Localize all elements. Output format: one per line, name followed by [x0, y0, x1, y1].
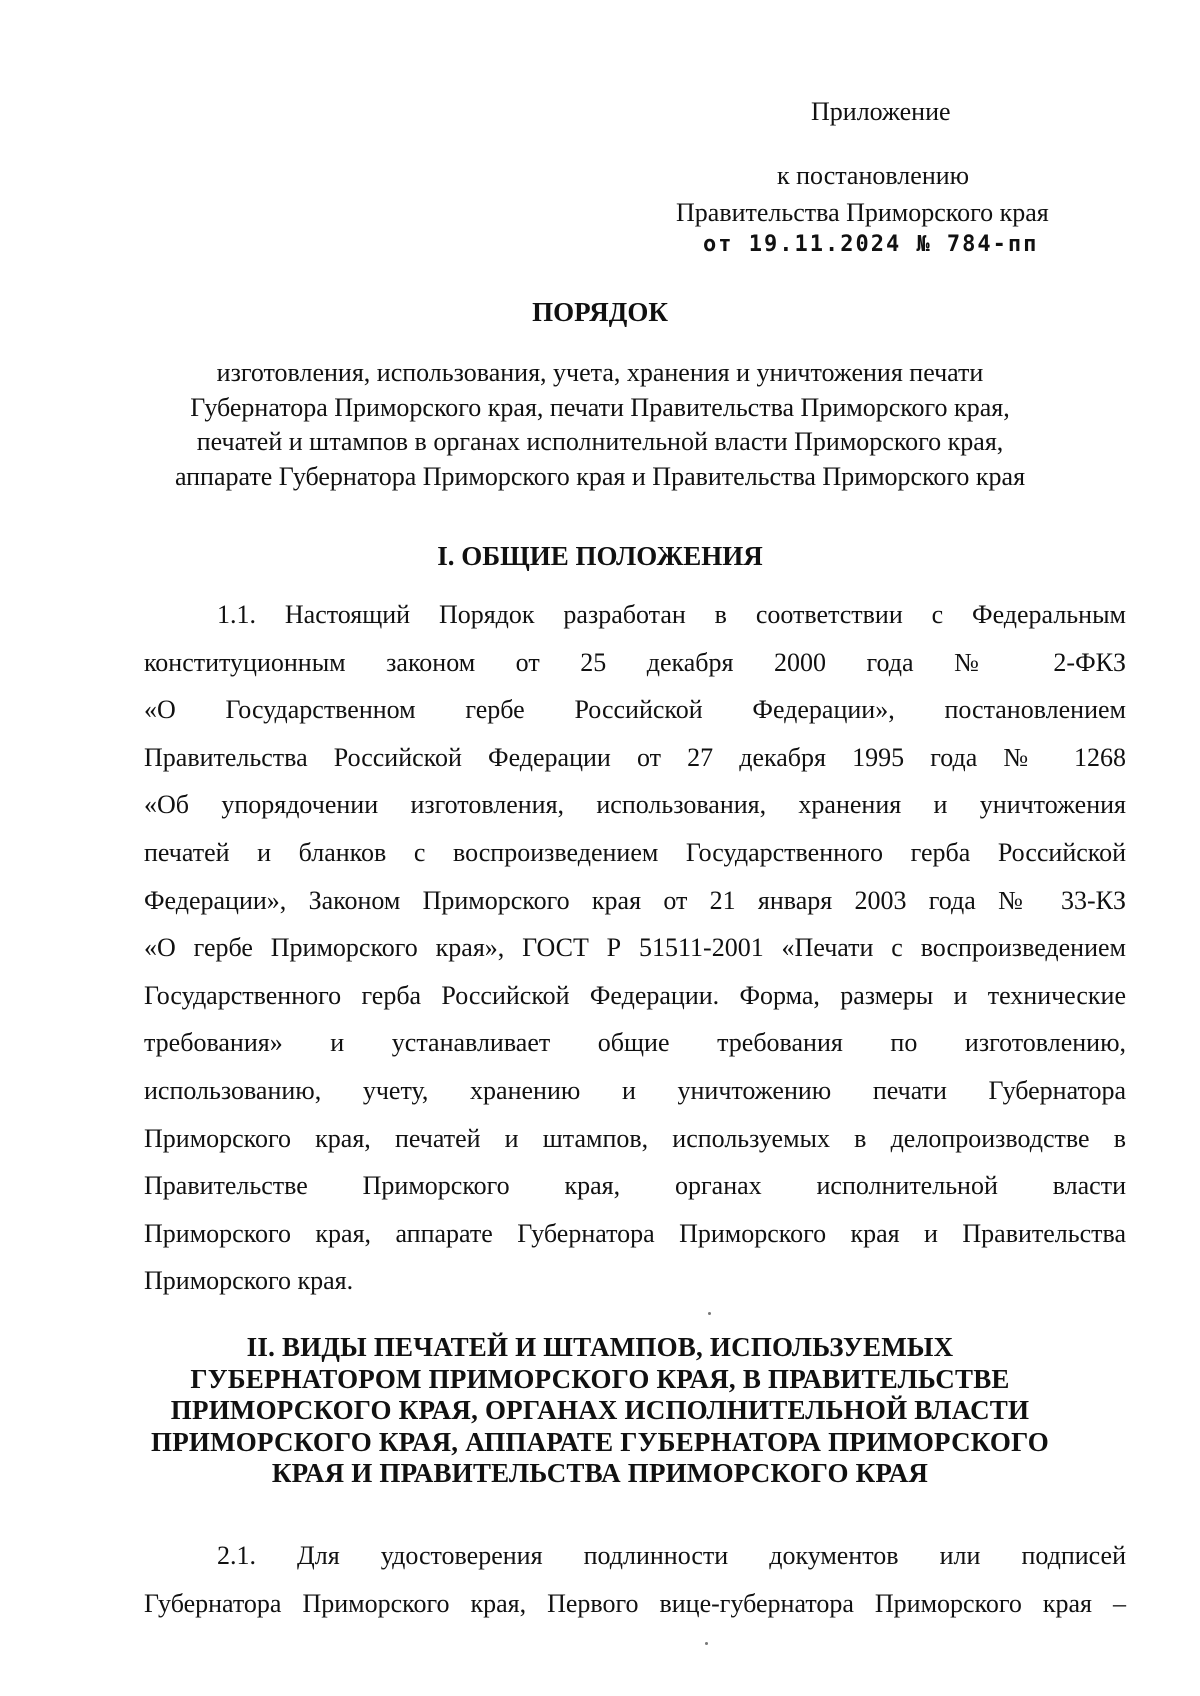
paragraph-line: использованию, учету, хранению и уничтожению печати Губернатора [144, 1075, 1126, 1105]
document-title: ПОРЯДОК [532, 297, 668, 327]
paragraph-line: «О гербе Приморского края», ГОСТ Р 51511-2001 «Печати с воспроизведением [144, 933, 1126, 963]
section-2-heading [0, 1332, 1200, 1490]
section-2-heading-line: КРАЯ И ПРАВИТЕЛЬСТВА ПРИМОРСКОГО КРАЯ [271, 1458, 929, 1488]
paragraph-line: Приморского края. [144, 1266, 354, 1296]
paragraph-line: Приморского края, печатей и штампов, используемых в делопроизводстве в [144, 1123, 1126, 1153]
annex-title: Приложение [811, 97, 951, 126]
subtitle-line: изготовления, использования, учета, хранения и уничтожения печати [216, 358, 984, 387]
paragraph-line: Правительстве Приморского края, органах исполнительной власти [144, 1171, 1126, 1201]
paragraph-line: Федерации», Законом Приморского края от 21 января 2003 года № 33-КЗ [144, 885, 1126, 915]
section-2-heading-line: ПРИМОРСКОГО КРАЯ, ОРГАНАХ ИСПОЛНИТЕЛЬНОЙ ВЛАСТИ [170, 1395, 1030, 1425]
paragraph-line: Приморского края, аппарате Губернатора Приморского края и Правительства [144, 1218, 1126, 1248]
paragraph-line: печатей и бланков с воспроизведением Государственного герба Российской [144, 837, 1126, 867]
paragraph-line: Государственного герба Российской Федерации. Форма, размеры и технические [144, 980, 1126, 1010]
annex-government: Правительства Приморского края [676, 198, 1049, 227]
annex-to-resolution: к постановлению [777, 161, 970, 190]
paragraph-line: Губернатора Приморского края, Первого вице-губернатора Приморского края – [144, 1588, 1126, 1618]
paragraph-line: 1.1. Настоящий Порядок разработан в соответствии с Федеральным [217, 600, 1126, 629]
paragraph-line: «Об упорядочении изготовления, использования, хранения и уничтожения [144, 790, 1126, 820]
paragraph-line: конституционным законом от 25 декабря 2000 года № 2-ФКЗ [144, 647, 1126, 677]
paragraph-line: требования» и устанавливает общие требования по изготовлению, [144, 1028, 1126, 1058]
section-2-heading-line: II. ВИДЫ ПЕЧАТЕЙ И ШТАМПОВ, ИСПОЛЬЗУЕМЫХ [246, 1332, 954, 1362]
section-2-paragraph [144, 1532, 1126, 1627]
subtitle-line: аппарате Губернатора Приморского края и Правительства Приморского края [174, 461, 1026, 491]
subtitle-line: печатей и штампов в органах исполнительной власти Приморского края, [196, 427, 1004, 456]
scan-dot [705, 1642, 708, 1645]
paragraph-line: 2.1. Для удостоверения подлинности документов или подписей [217, 1541, 1126, 1570]
annex-date-number: от 19.11.2024 № 784-пп [703, 232, 1039, 257]
section-1-heading: I. ОБЩИЕ ПОЛОЖЕНИЯ [437, 541, 763, 571]
section-2-heading-line: ГУБЕРНАТОРОМ ПРИМОРСКОГО КРАЯ, В ПРАВИТЕЛЬСТВЕ [190, 1363, 1010, 1394]
paragraph-line: «О Государственном гербе Российской Федерации», постановлением [144, 695, 1126, 725]
subtitle-line: Губернатора Приморского края, печати Правительства Приморского края, [190, 392, 1010, 422]
document-subtitle [0, 356, 1200, 494]
section-2-heading-line: ПРИМОРСКОГО КРАЯ, АППАРАТЕ ГУБЕРНАТОРА ПРИМОРСКОГО [151, 1426, 1049, 1457]
section-1-paragraph [144, 591, 1126, 1305]
scan-dot [708, 1312, 711, 1315]
paragraph-line: Правительства Российской Федерации от 27 декабря 1995 года № 1268 [144, 742, 1126, 772]
